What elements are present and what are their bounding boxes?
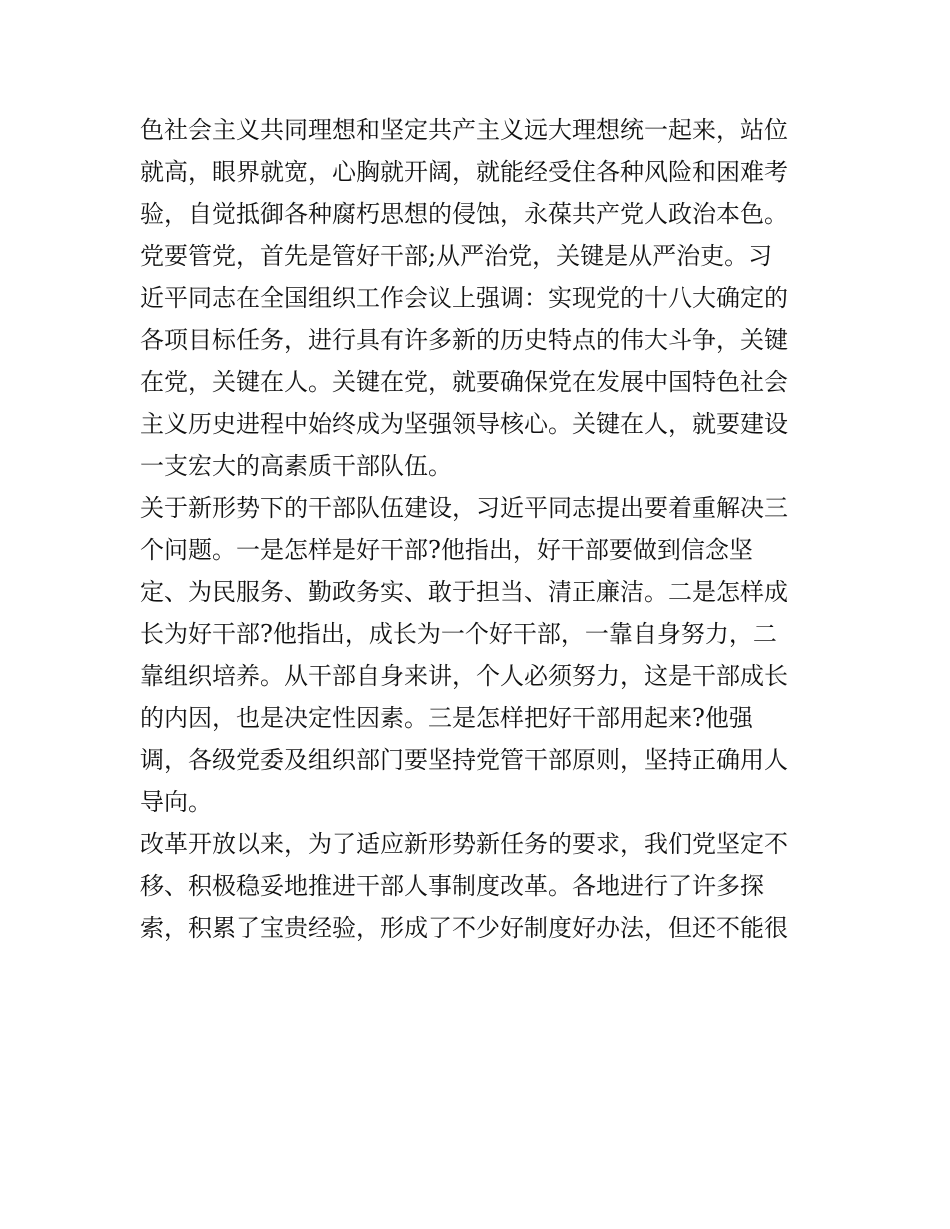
- text-line: 一支宏大的高素质干部队伍。: [140, 452, 452, 480]
- text-line: 验，自觉抵御各种腐朽思想的侵蚀，永葆共产党人政治本色。: [140, 200, 788, 228]
- text-line: 主义历史进程中始终成为坚强领导核心。关键在人，就要建设: [140, 410, 788, 438]
- text-line: 各项目标任务，进行具有许多新的历史特点的伟大斗争，关键: [140, 326, 788, 354]
- text-line: 在党，关键在人。关键在党，就要确保党在发展中国特色社会: [140, 368, 788, 396]
- document-body: [140, 109, 830, 949]
- text-line: 移、积极稳妥地推进干部人事制度改革。各地进行了许多探: [140, 872, 764, 900]
- text-line: 改革开放以来，为了适应新形势新任务的要求，我们党坚定不: [140, 830, 788, 858]
- text-line: 索，积累了宝贵经验，形成了不少好制度好办法，但还不能很: [140, 914, 788, 942]
- text-line: 导向。: [140, 788, 212, 816]
- text-line: 个问题。一是怎样是好干部?他指出，好干部要做到信念坚: [140, 536, 753, 564]
- text-line: 调，各级党委及组织部门要坚持党管干部原则，坚持正确用人: [140, 746, 788, 774]
- text-line: 定、为民服务、勤政务实、敢于担当、清正廉洁。二是怎样成: [140, 578, 788, 606]
- text-line: 色社会主义共同理想和坚定共产主义远大理想统一起来，站位: [140, 116, 788, 144]
- text-line: 就高，眼界就宽，心胸就开阔，就能经受住各种风险和困难考: [140, 158, 788, 186]
- text-line: 长为好干部?他指出，成长为一个好干部，一靠自身努力，二: [140, 620, 777, 648]
- text-line: 靠组织培养。从干部自身来讲，个人必须努力，这是干部成长: [140, 662, 788, 690]
- text-line: 党要管党，首先是管好干部;从严治党，关键是从严治吏。习: [140, 242, 773, 270]
- text-line: 的内因，也是决定性因素。三是怎样把好干部用起来?他强: [140, 704, 753, 732]
- text-line: 关于新形势下的干部队伍建设，习近平同志提出要着重解决三: [140, 494, 788, 522]
- text-line: 近平同志在全国组织工作会议上强调：实现党的十八大确定的: [140, 284, 788, 312]
